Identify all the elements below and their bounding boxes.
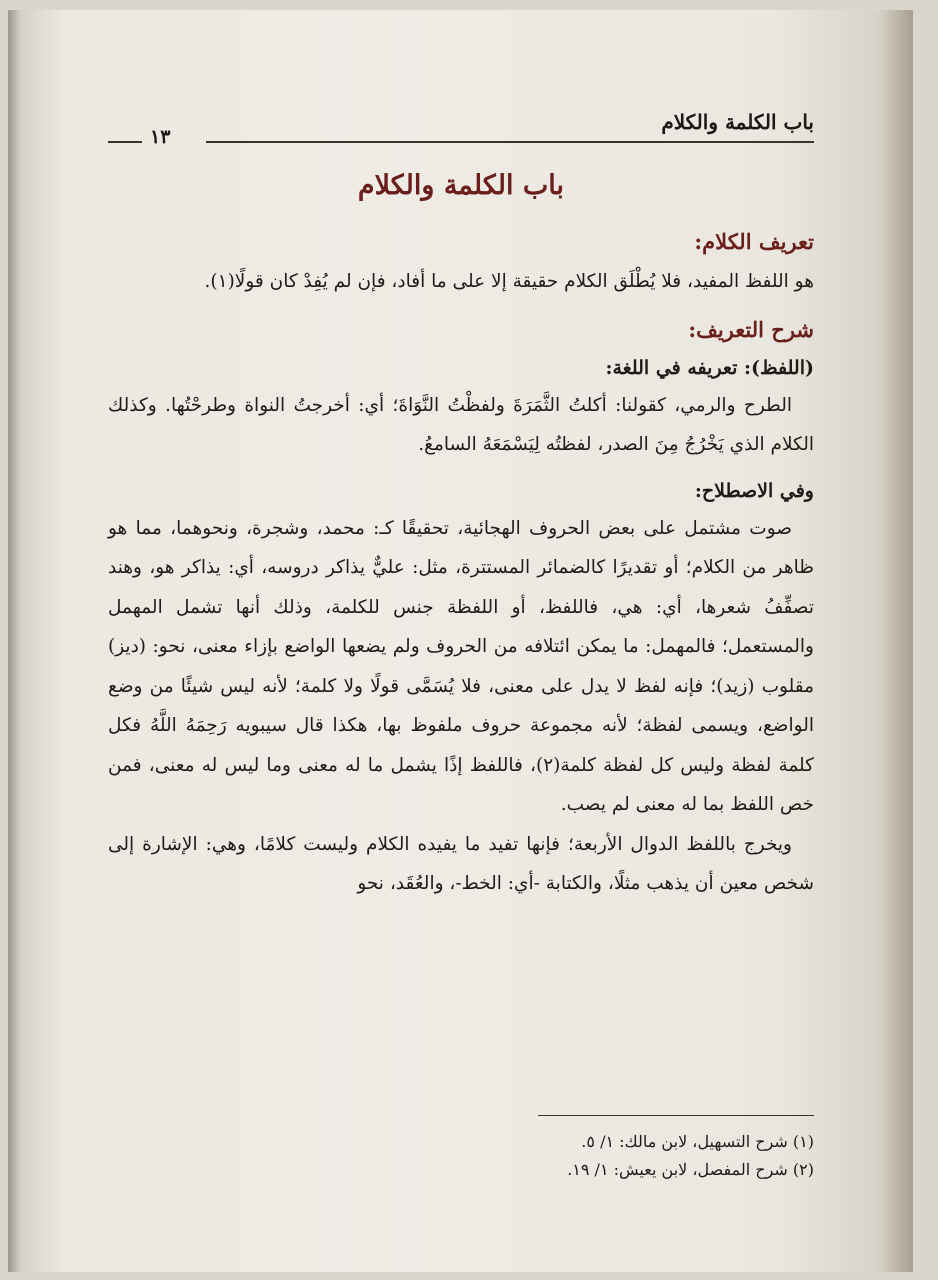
dawal-text: ويخرج باللفظ الدوال الأربعة؛ فإنها تفيد ما يفيده الكلام وليست كلامًا، وهي: الإشارة إلى شخص معين أن يذهب مثلًا، والكتابة -أي: الخط-، والعُقَد، نحو <box>108 833 814 894</box>
page-header <box>108 110 814 150</box>
chapter-title: باب الكلمة والكلام <box>357 170 565 201</box>
istilah-text: صوت مشتمل على بعض الحروف الهجائية، تحقيقًا كـ: محمد، وشجرة، ونحوهما، مما هو ظاهر من الكلام؛ أو تقديرًا كالضمائر المستترة، مثل: عليٌّ يذاكر دروسه، أي: يذاكر هو، وهند تصفِّفُ شعرها، أي: هي، فاللفظ، أو اللفظة جنس للكلمة، وذلك أنها تشمل المهمل والمستعمل؛ فالمهمل: ما يمكن ائتلافه من الحروف ولم يضعها الواضع بإزاء معنى، نحو: (ديز) مقلوب (زيد)؛ فإنه لفظ لا يدل على معنى، فلا يُسَمَّى قولًا ولا كلمة؛ لأنه ليس شيئًا من وضع الواضع، ويسمى لفظة؛ لأنه مجموعة حروف ملفوظ بها، هكذا قال سيبويه رَحِمَهُ اللَّهُ فكل كلمة لفظة وليس كل لفظة كلمة(٢)، فاللفظ إذًا يشمل ما له معنى وما ليس له معنى، فمن خص اللفظ بما له معنى لم يصب. <box>108 517 814 815</box>
footnotes <box>108 1128 814 1184</box>
page-body <box>108 222 814 904</box>
header-rule-short <box>108 141 142 143</box>
book-page <box>8 10 913 1272</box>
definition-heading: تعريف الكلام: <box>694 229 814 254</box>
page-number: ١٣ <box>150 126 171 148</box>
lafz-language-text: الطرح والرمي، كقولنا: أكلتُ الثَّمَرَةَ ولفظْتُ النَّوَاةَ؛ أي: أخرجتُ النواة وطرحْتُها. وكذلك الكلام الذي يَخْرُجُ مِنَ الصدر، لفظتُه لِيَسْمَعَهُ السامعُ. <box>108 394 814 455</box>
header-rule <box>206 141 814 143</box>
footnote-1: (١) شرح التسهيل، لابن مالك: ١/ ٥. <box>581 1132 814 1151</box>
definition-text: هو اللفظ المفيد، فلا يُطْلَق الكلام حقيقة إلا على ما أفاد، فإن لم يُفِدْ كان قولًا(١). <box>204 271 814 292</box>
page-left-shadow <box>8 10 22 1272</box>
footnote-2: (٢) شرح المفصل، لابن يعيش: ١/ ١٩. <box>567 1160 814 1179</box>
footnote-rule <box>538 1115 814 1116</box>
book-gutter <box>879 10 913 1272</box>
explanation-heading: شرح التعريف: <box>688 316 814 342</box>
running-title: باب الكلمة والكلام <box>661 110 814 134</box>
istilah-heading: وفي الاصطلاح: <box>694 479 814 502</box>
lafz-heading: (اللفظ): تعريفه في اللغة: <box>605 356 814 379</box>
